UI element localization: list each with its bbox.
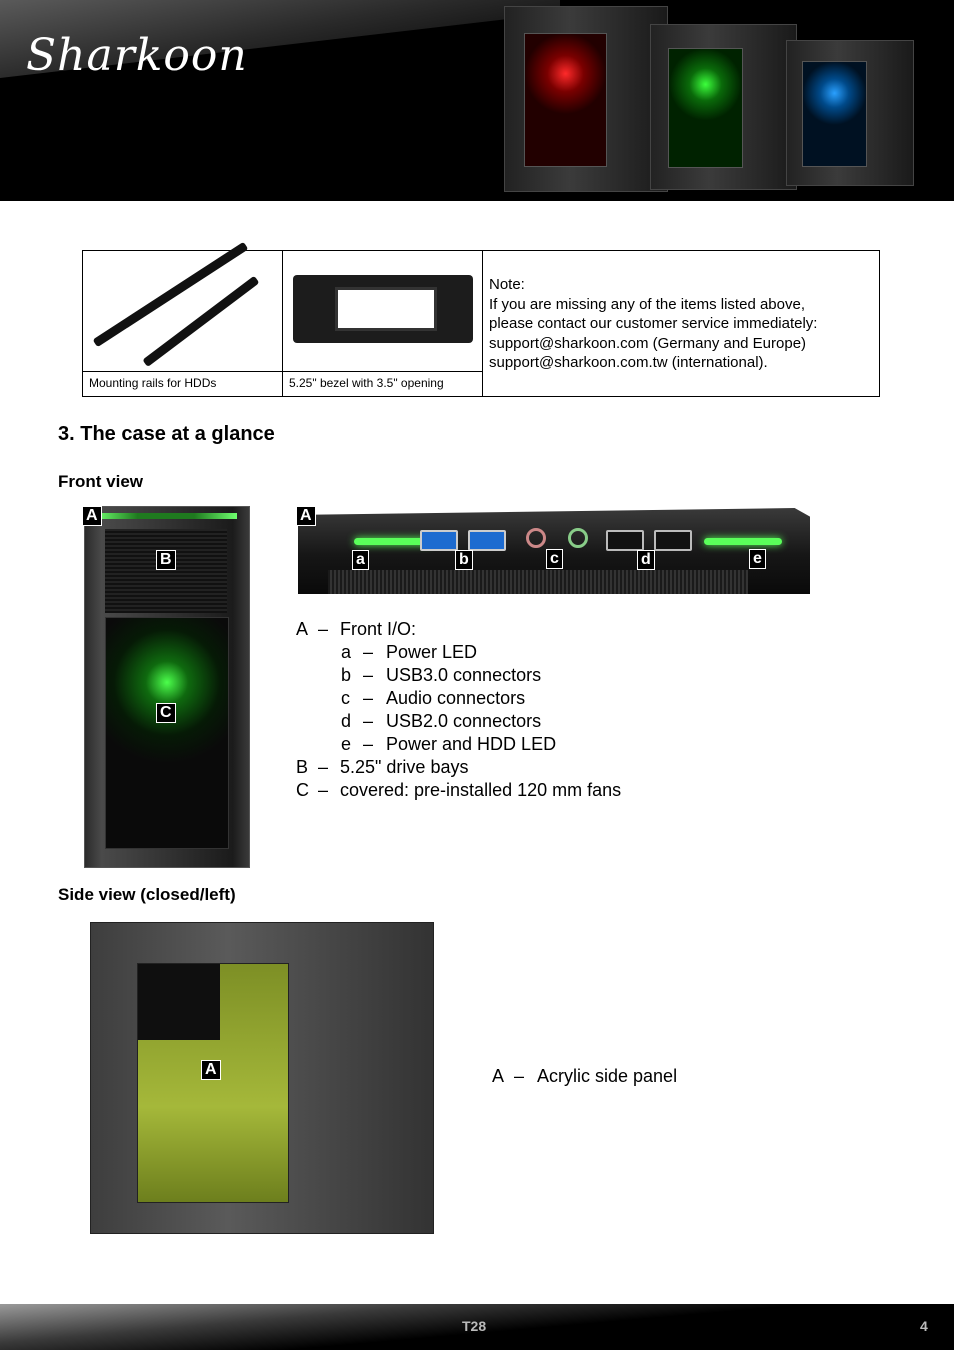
bezel-image-cell [283, 251, 483, 372]
usb2-port [606, 530, 644, 551]
photo-label-b: B [156, 550, 176, 570]
front-mesh-fans [105, 617, 229, 849]
hdd-led [704, 538, 782, 545]
bezel-caption: 5.25" bezel with 3.5" opening [283, 372, 483, 397]
usb2-port [654, 530, 692, 551]
legend-subitem: e – Power and HDD LED [341, 734, 557, 754]
product-photo-cases [500, 0, 920, 201]
note-cell [483, 251, 880, 397]
case-blue-led [786, 40, 914, 186]
side-view-legend [492, 1065, 792, 1088]
legend-subitem: d – USB2.0 connectors [341, 711, 542, 731]
io-label-d: d [637, 550, 655, 570]
io-label-e: e [749, 549, 766, 569]
sharkoon-logo: Sharkoon [26, 30, 248, 81]
front-view-legend [296, 618, 716, 802]
rails-image-cell [83, 251, 283, 372]
audio-jack [526, 528, 546, 548]
case-red-led [504, 6, 668, 192]
bezel-image [293, 275, 473, 343]
section-heading [58, 423, 275, 446]
usb3-port [468, 530, 506, 551]
front-view-heading: Front view [58, 472, 144, 491]
legend-item: A – Front I/O: [296, 619, 417, 639]
usb3-port [420, 530, 458, 551]
photo-label-c: C [156, 703, 176, 723]
note-line: support@sharkoon.com.tw (international). [489, 354, 768, 371]
note-line: please contact our customer service immediately: [489, 315, 818, 332]
io-label-a: a [352, 550, 369, 570]
hdd-rail-image [142, 276, 259, 367]
io-label-a-upper: A [296, 506, 316, 526]
drive-bays [105, 529, 227, 613]
rails-caption: Mounting rails for HDDs [83, 372, 283, 397]
photo-label-a: A [82, 506, 102, 526]
legend-subitem: b – USB3.0 connectors [341, 665, 542, 685]
legend-subitem: c – Audio connectors [341, 688, 526, 708]
side-view-photo [90, 922, 434, 1234]
section-title: The case at a glance [80, 423, 275, 445]
hdd-rail-image [93, 242, 249, 348]
audio-jack [568, 528, 588, 548]
io-label-c: c [546, 549, 563, 569]
note-line: support@sharkoon.com (Germany and Europe) [489, 334, 807, 352]
acrylic-side-panel [137, 963, 289, 1203]
note-line: If you are missing any of the items listed above, [489, 295, 805, 313]
io-label-b: b [455, 550, 473, 570]
header-banner [0, 0, 954, 201]
legend-item: A – Acrylic side panel [492, 1066, 678, 1086]
case-green-led [650, 24, 797, 190]
footer-model: T28 [462, 1318, 487, 1334]
legend-subitem: a – Power LED [341, 642, 478, 662]
accessories-table [82, 250, 880, 397]
legend-item: C – covered: pre-installed 120 mm fans [296, 780, 622, 800]
section-number: 3. [58, 423, 75, 445]
side-photo-label-a: A [201, 1060, 221, 1080]
footer-page-number: 4 [920, 1318, 928, 1334]
side-view-heading: Side view (closed/left) [58, 885, 236, 904]
note-title: Note: [489, 276, 525, 293]
legend-item: B – 5.25" drive bays [296, 757, 469, 777]
